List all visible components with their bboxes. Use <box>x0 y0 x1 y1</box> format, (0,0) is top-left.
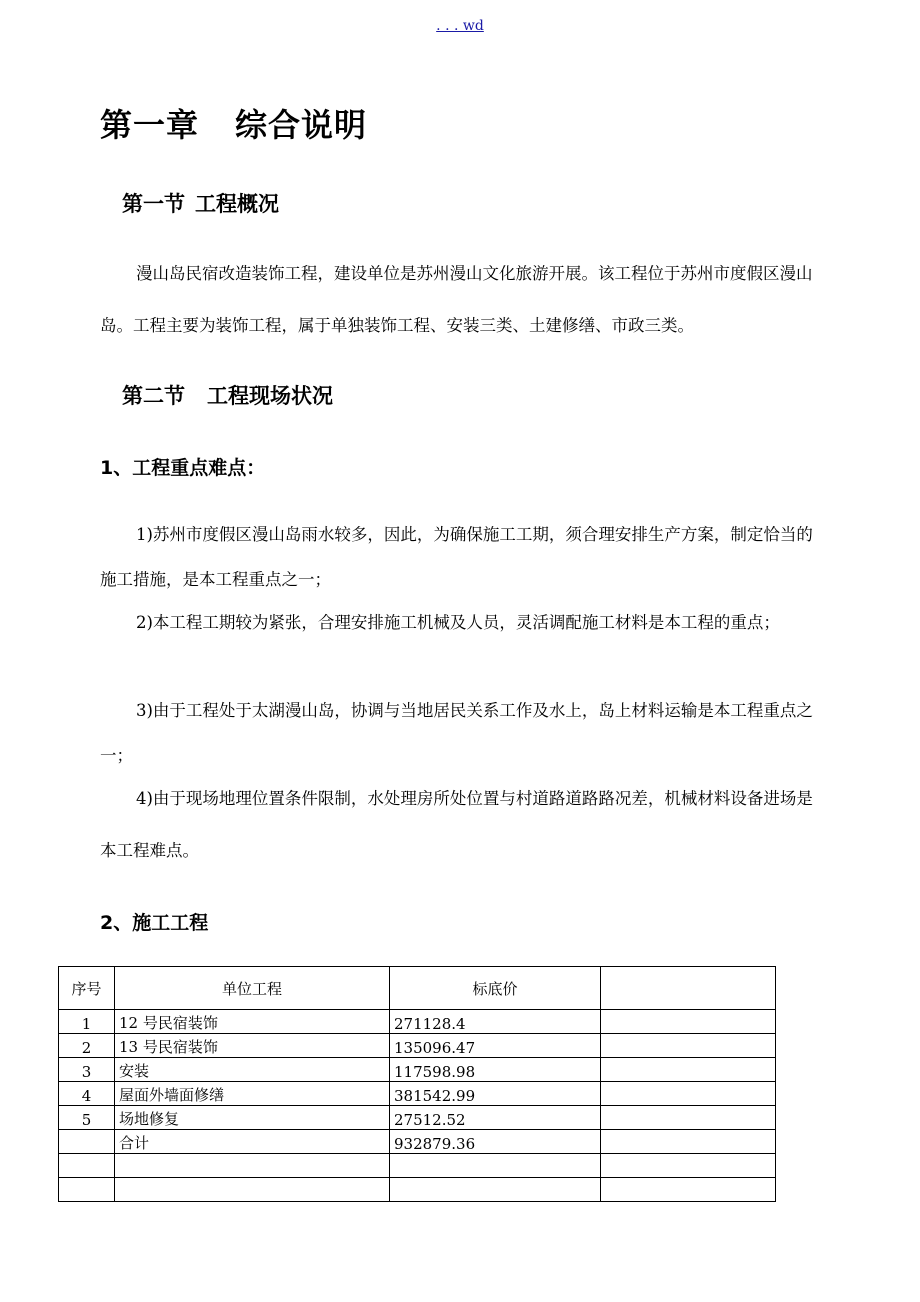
table-row-blank <box>59 1154 776 1178</box>
cell-empty <box>601 1154 776 1178</box>
difficulty-item-4 <box>100 773 822 877</box>
cell-empty <box>601 1178 776 1202</box>
cell-total-label: 合计 <box>115 1130 390 1154</box>
cell-empty <box>601 1058 776 1082</box>
table-row <box>59 1106 776 1130</box>
cell-base-price: 117598.98 <box>390 1058 601 1082</box>
difficulty-item-1-text: 1)苏州市度假区漫山岛雨水较多，因此，为确保施工工期，须合理安排生产方案，制定恰当的施工措施，是本工程重点之一； <box>100 525 813 589</box>
cell-total-value: 932879.36 <box>390 1130 601 1154</box>
cell-unit-project: 12 号民宿装饰 <box>115 1010 390 1034</box>
cell-empty <box>601 1082 776 1106</box>
section-2-title: 工程现场状况 <box>207 384 333 408</box>
difficulty-item-3 <box>100 688 822 778</box>
cell-index: 5 <box>59 1106 115 1130</box>
header-cell-unit-project: 单位工程 <box>115 967 390 1010</box>
chapter-name: 综合说明 <box>235 106 368 144</box>
difficulty-item-2-text: 2)本工程工期较为紧张，合理安排施工机械及人员，灵活调配施工材料是本工程的重点； <box>136 613 780 632</box>
section-1-number: 第一节 <box>122 192 185 216</box>
cell-base-price <box>390 1178 601 1202</box>
table-row <box>59 1082 776 1106</box>
table-header-row <box>59 967 776 1010</box>
cell-index: 1 <box>59 1010 115 1034</box>
table-row <box>59 1058 776 1082</box>
header-cell-index: 序号 <box>59 967 115 1010</box>
section-2-heading <box>122 380 333 410</box>
subheading-construction-works: 2、施工工程 <box>100 912 209 934</box>
table-row-blank <box>59 1178 776 1202</box>
difficulty-item-1 <box>100 512 822 602</box>
cell-empty <box>601 1034 776 1058</box>
difficulty-item-4-text: 4)由于现场地理位置条件限制，水处理房所处位置与村道路道路路况差，机械材料设备进场是本工程难点。 <box>100 789 813 860</box>
cell-base-price: 135096.47 <box>390 1034 601 1058</box>
header-link[interactable]: . . . wd <box>436 18 484 34</box>
cell-base-price: 271128.4 <box>390 1010 601 1034</box>
cell-index: 2 <box>59 1034 115 1058</box>
cell-index <box>59 1178 115 1202</box>
section-1-paragraph-text: 漫山岛民宿改造装饰工程，建设单位是苏州漫山文化旅游开展。该工程位于苏州市度假区漫山岛。工程主要为装饰工程，属于单独装饰工程、安装三类、土建修缮、市政三类。 <box>100 264 813 335</box>
cell-unit-project: 场地修复 <box>115 1106 390 1130</box>
table-row-total <box>59 1130 776 1154</box>
cell-unit-project: 安装 <box>115 1058 390 1082</box>
cell-base-price <box>390 1154 601 1178</box>
cell-empty <box>601 1106 776 1130</box>
header-cell-base-price: 标底价 <box>390 967 601 1010</box>
cell-index <box>59 1130 115 1154</box>
cell-empty <box>601 1130 776 1154</box>
header-cell-empty <box>601 967 776 1010</box>
construction-works-table <box>58 966 776 1202</box>
table-row <box>59 1010 776 1034</box>
cell-unit-project: 屋面外墙面修缮 <box>115 1082 390 1106</box>
cell-index <box>59 1154 115 1178</box>
cell-index: 4 <box>59 1082 115 1106</box>
cell-index: 3 <box>59 1058 115 1082</box>
cell-unit-project <box>115 1178 390 1202</box>
chapter-number: 第一章 <box>100 106 200 144</box>
table-row <box>59 1034 776 1058</box>
cell-empty <box>601 1010 776 1034</box>
section-2-number: 第二节 <box>122 384 185 408</box>
section-1-heading <box>122 188 279 218</box>
cell-unit-project: 13 号民宿装饰 <box>115 1034 390 1058</box>
cell-unit-project <box>115 1154 390 1178</box>
subheading-key-difficulties: 1、工程重点难点： <box>100 457 266 479</box>
chapter-title <box>100 100 367 146</box>
difficulty-item-3-text: 3)由于工程处于太湖漫山岛，协调与当地居民关系工作及水上，岛上材料运输是本工程重点之一； <box>100 701 813 765</box>
cell-base-price: 27512.52 <box>390 1106 601 1130</box>
section-1-title: 工程概况 <box>195 192 279 216</box>
section-1-paragraph <box>100 248 822 352</box>
cell-base-price: 381542.99 <box>390 1082 601 1106</box>
difficulty-item-2 <box>100 600 822 645</box>
